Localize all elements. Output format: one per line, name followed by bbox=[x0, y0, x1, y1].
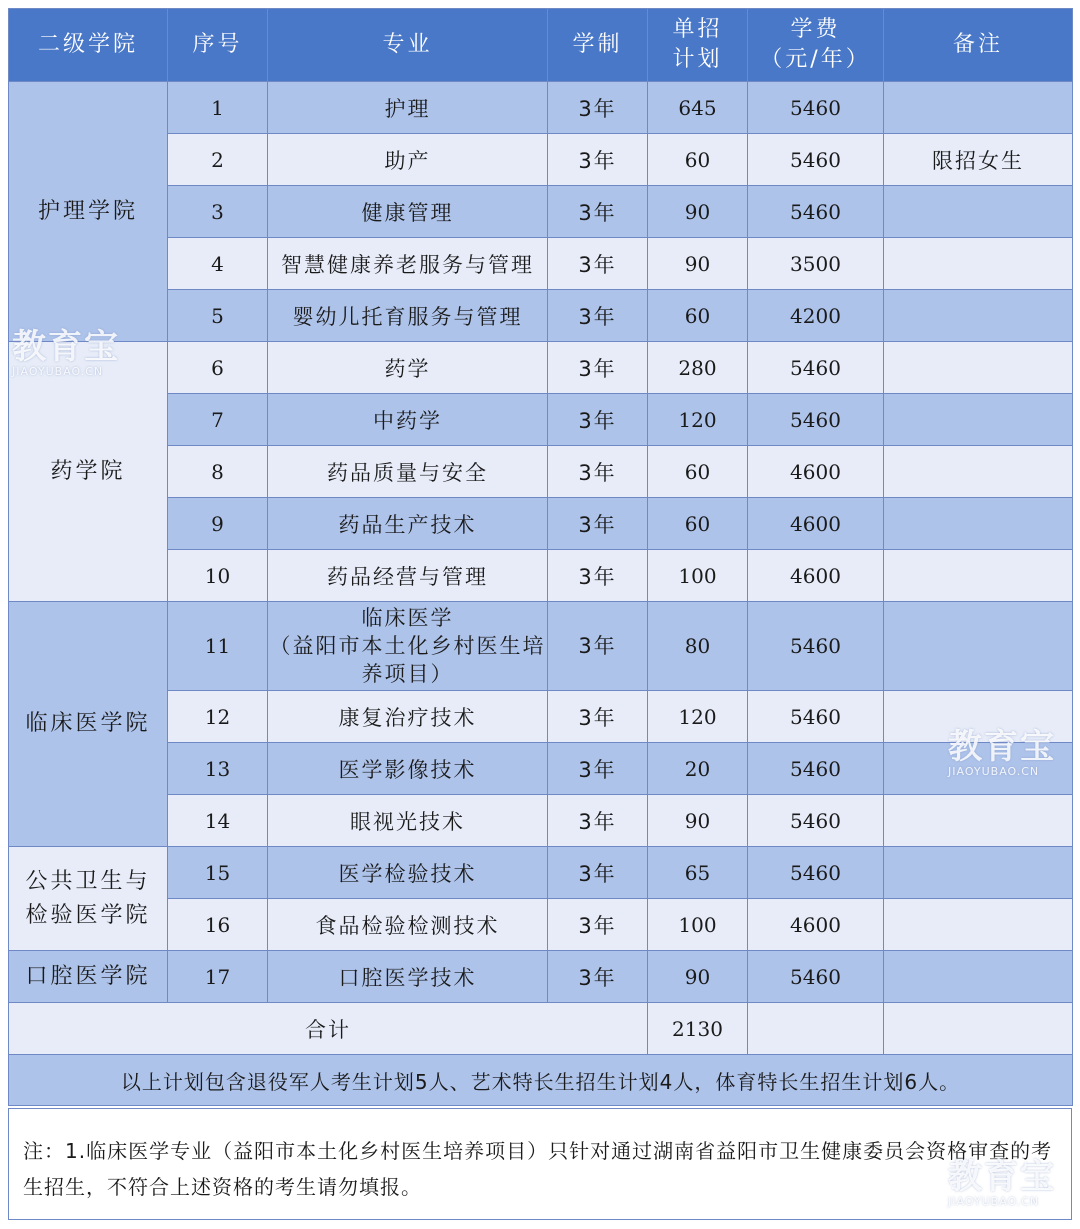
total-value: 2130 bbox=[648, 1003, 748, 1055]
enrollment-plan bbox=[8, 8, 1072, 1220]
row-plan: 120 bbox=[648, 394, 748, 446]
row-fee: 5460 bbox=[748, 186, 884, 238]
row-fee: 5460 bbox=[748, 82, 884, 134]
watermark-url: JIAOYUBAO.CN bbox=[948, 765, 1040, 778]
row-number: 3 bbox=[168, 186, 268, 238]
watermark-brand: 教育宝 bbox=[12, 327, 120, 367]
table-row bbox=[9, 550, 1073, 602]
table-row bbox=[9, 602, 1073, 691]
row-plan: 90 bbox=[648, 186, 748, 238]
row-major-line: 临床医学 bbox=[361, 606, 454, 630]
header-plan-line2: 计划 bbox=[672, 47, 723, 72]
row-years: 3年 bbox=[548, 134, 648, 186]
row-note bbox=[884, 899, 1073, 951]
row-number: 6 bbox=[168, 342, 268, 394]
total-fee-empty bbox=[748, 1003, 884, 1055]
college-public-health bbox=[9, 847, 168, 951]
row-note bbox=[884, 795, 1073, 847]
table-row bbox=[9, 847, 1073, 899]
row-note bbox=[884, 186, 1073, 238]
row-note bbox=[884, 82, 1073, 134]
row-number: 5 bbox=[168, 290, 268, 342]
table-row bbox=[9, 82, 1073, 134]
row-note bbox=[884, 290, 1073, 342]
row-fee: 5460 bbox=[748, 134, 884, 186]
row-major: 中药学 bbox=[268, 394, 548, 446]
header-row bbox=[9, 9, 1073, 82]
header-fee bbox=[748, 9, 884, 82]
table-row bbox=[9, 342, 1073, 394]
row-major-line: （益阳市本土化乡村医生培 bbox=[269, 634, 546, 658]
college-pharmacy: 药学院 bbox=[9, 342, 168, 602]
row-major: 药品经营与管理 bbox=[268, 550, 548, 602]
table-row bbox=[9, 743, 1073, 795]
row-major: 药学 bbox=[268, 342, 548, 394]
row-number: 1 bbox=[168, 82, 268, 134]
row-fee: 5460 bbox=[748, 743, 884, 795]
row-plan: 645 bbox=[648, 82, 748, 134]
row-plan: 90 bbox=[648, 951, 748, 1003]
row-major: 助产 bbox=[268, 134, 548, 186]
row-plan: 60 bbox=[648, 446, 748, 498]
row-note bbox=[884, 602, 1073, 691]
total-row bbox=[9, 1003, 1073, 1055]
row-plan: 20 bbox=[648, 743, 748, 795]
row-years: 3年 bbox=[548, 342, 648, 394]
row-note bbox=[884, 342, 1073, 394]
row-major: 健康管理 bbox=[268, 186, 548, 238]
row-major: 药品生产技术 bbox=[268, 498, 548, 550]
watermark-logo bbox=[948, 1157, 1056, 1208]
row-fee: 5460 bbox=[748, 342, 884, 394]
enrollment-table bbox=[8, 8, 1073, 1106]
header-fee-line2: （元/年） bbox=[760, 47, 871, 72]
row-note: 限招女生 bbox=[884, 134, 1073, 186]
row-plan: 100 bbox=[648, 550, 748, 602]
header-years: 学制 bbox=[548, 9, 648, 82]
row-note bbox=[884, 498, 1073, 550]
table-row bbox=[9, 238, 1073, 290]
row-fee: 5460 bbox=[748, 602, 884, 691]
row-years: 3年 bbox=[548, 899, 648, 951]
row-major bbox=[268, 602, 548, 691]
row-years: 3年 bbox=[548, 550, 648, 602]
row-number: 10 bbox=[168, 550, 268, 602]
row-years: 3年 bbox=[548, 238, 648, 290]
row-number: 8 bbox=[168, 446, 268, 498]
row-number: 7 bbox=[168, 394, 268, 446]
table-row bbox=[9, 951, 1073, 1003]
row-major: 护理 bbox=[268, 82, 548, 134]
table-row bbox=[9, 795, 1073, 847]
table-row bbox=[9, 498, 1073, 550]
row-number: 16 bbox=[168, 899, 268, 951]
header-major: 专业 bbox=[268, 9, 548, 82]
watermark-logo bbox=[12, 327, 120, 378]
table-row bbox=[9, 186, 1073, 238]
row-plan: 90 bbox=[648, 795, 748, 847]
row-fee: 5460 bbox=[748, 847, 884, 899]
college-nursing: 护理学院 bbox=[9, 82, 168, 342]
row-major: 食品检验检测技术 bbox=[268, 899, 548, 951]
summary-row bbox=[9, 1055, 1073, 1106]
row-years: 3年 bbox=[548, 394, 648, 446]
row-number: 2 bbox=[168, 134, 268, 186]
row-plan: 80 bbox=[648, 602, 748, 691]
row-years: 3年 bbox=[548, 446, 648, 498]
row-fee: 4600 bbox=[748, 899, 884, 951]
row-number: 13 bbox=[168, 743, 268, 795]
header-note: 备注 bbox=[884, 9, 1073, 82]
row-years: 3年 bbox=[548, 602, 648, 691]
table-row bbox=[9, 691, 1073, 743]
footnote: 注：1.临床医学专业（益阳市本土化乡村医生培养项目）只针对通过湖南省益阳市卫生健康委员会资格审查的考生招生，不符合上述资格的考生请勿填报。 bbox=[8, 1108, 1072, 1220]
row-fee: 4600 bbox=[748, 446, 884, 498]
summary-text: 以上计划包含退役军人考生计划5人、艺术特长生招生计划4人，体育特长生招生计划6人。 bbox=[9, 1055, 1073, 1106]
row-fee: 4200 bbox=[748, 290, 884, 342]
table-row bbox=[9, 134, 1073, 186]
row-note bbox=[884, 951, 1073, 1003]
row-note bbox=[884, 847, 1073, 899]
college-clinical: 临床医学院 bbox=[9, 602, 168, 847]
header-number: 序号 bbox=[168, 9, 268, 82]
row-years: 3年 bbox=[548, 290, 648, 342]
college-public-line1: 公共卫生与 bbox=[25, 868, 151, 894]
row-years: 3年 bbox=[548, 847, 648, 899]
row-note bbox=[884, 446, 1073, 498]
row-fee: 5460 bbox=[748, 951, 884, 1003]
row-number: 15 bbox=[168, 847, 268, 899]
header-plan-line1: 单招 bbox=[672, 17, 723, 42]
row-major: 智慧健康养老服务与管理 bbox=[268, 238, 548, 290]
row-fee: 3500 bbox=[748, 238, 884, 290]
row-major: 医学影像技术 bbox=[268, 743, 548, 795]
header-college: 二级学院 bbox=[9, 9, 168, 82]
row-number: 17 bbox=[168, 951, 268, 1003]
total-note-empty bbox=[884, 1003, 1073, 1055]
row-number: 11 bbox=[168, 602, 268, 691]
college-oral: 口腔医学院 bbox=[9, 951, 168, 1003]
row-plan: 120 bbox=[648, 691, 748, 743]
row-plan: 60 bbox=[648, 290, 748, 342]
table-row bbox=[9, 899, 1073, 951]
row-major: 婴幼儿托育服务与管理 bbox=[268, 290, 548, 342]
row-number: 14 bbox=[168, 795, 268, 847]
row-number: 9 bbox=[168, 498, 268, 550]
row-fee: 5460 bbox=[748, 691, 884, 743]
row-major: 康复治疗技术 bbox=[268, 691, 548, 743]
table-row bbox=[9, 290, 1073, 342]
row-plan: 60 bbox=[648, 498, 748, 550]
college-public-line2: 检验医学院 bbox=[25, 902, 151, 928]
watermark-url: JIAOYUBAO.CN bbox=[12, 365, 104, 378]
table-row bbox=[9, 394, 1073, 446]
watermark-brand: 教育宝 bbox=[948, 727, 1056, 767]
row-number: 12 bbox=[168, 691, 268, 743]
watermark-brand: 教育宝 bbox=[948, 1157, 1056, 1197]
row-fee: 4600 bbox=[748, 498, 884, 550]
header-plan bbox=[648, 9, 748, 82]
row-note bbox=[884, 550, 1073, 602]
row-number: 4 bbox=[168, 238, 268, 290]
row-years: 3年 bbox=[548, 82, 648, 134]
row-fee: 4600 bbox=[748, 550, 884, 602]
row-years: 3年 bbox=[548, 743, 648, 795]
row-years: 3年 bbox=[548, 498, 648, 550]
row-fee: 5460 bbox=[748, 795, 884, 847]
row-major-line: 养项目） bbox=[361, 662, 454, 686]
row-major: 医学检验技术 bbox=[268, 847, 548, 899]
row-years: 3年 bbox=[548, 186, 648, 238]
row-note bbox=[884, 238, 1073, 290]
row-plan: 65 bbox=[648, 847, 748, 899]
row-years: 3年 bbox=[548, 691, 648, 743]
row-plan: 90 bbox=[648, 238, 748, 290]
watermark-logo bbox=[948, 727, 1056, 778]
row-major: 口腔医学技术 bbox=[268, 951, 548, 1003]
row-major: 药品质量与安全 bbox=[268, 446, 548, 498]
total-label: 合计 bbox=[9, 1003, 648, 1055]
row-years: 3年 bbox=[548, 951, 648, 1003]
row-fee: 5460 bbox=[748, 394, 884, 446]
row-years: 3年 bbox=[548, 795, 648, 847]
row-major: 眼视光技术 bbox=[268, 795, 548, 847]
row-plan: 100 bbox=[648, 899, 748, 951]
table-row bbox=[9, 446, 1073, 498]
row-plan: 280 bbox=[648, 342, 748, 394]
row-note bbox=[884, 394, 1073, 446]
row-plan: 60 bbox=[648, 134, 748, 186]
header-fee-line1: 学费 bbox=[790, 17, 841, 42]
watermark-url: JIAOYUBAO.CN bbox=[948, 1195, 1040, 1208]
